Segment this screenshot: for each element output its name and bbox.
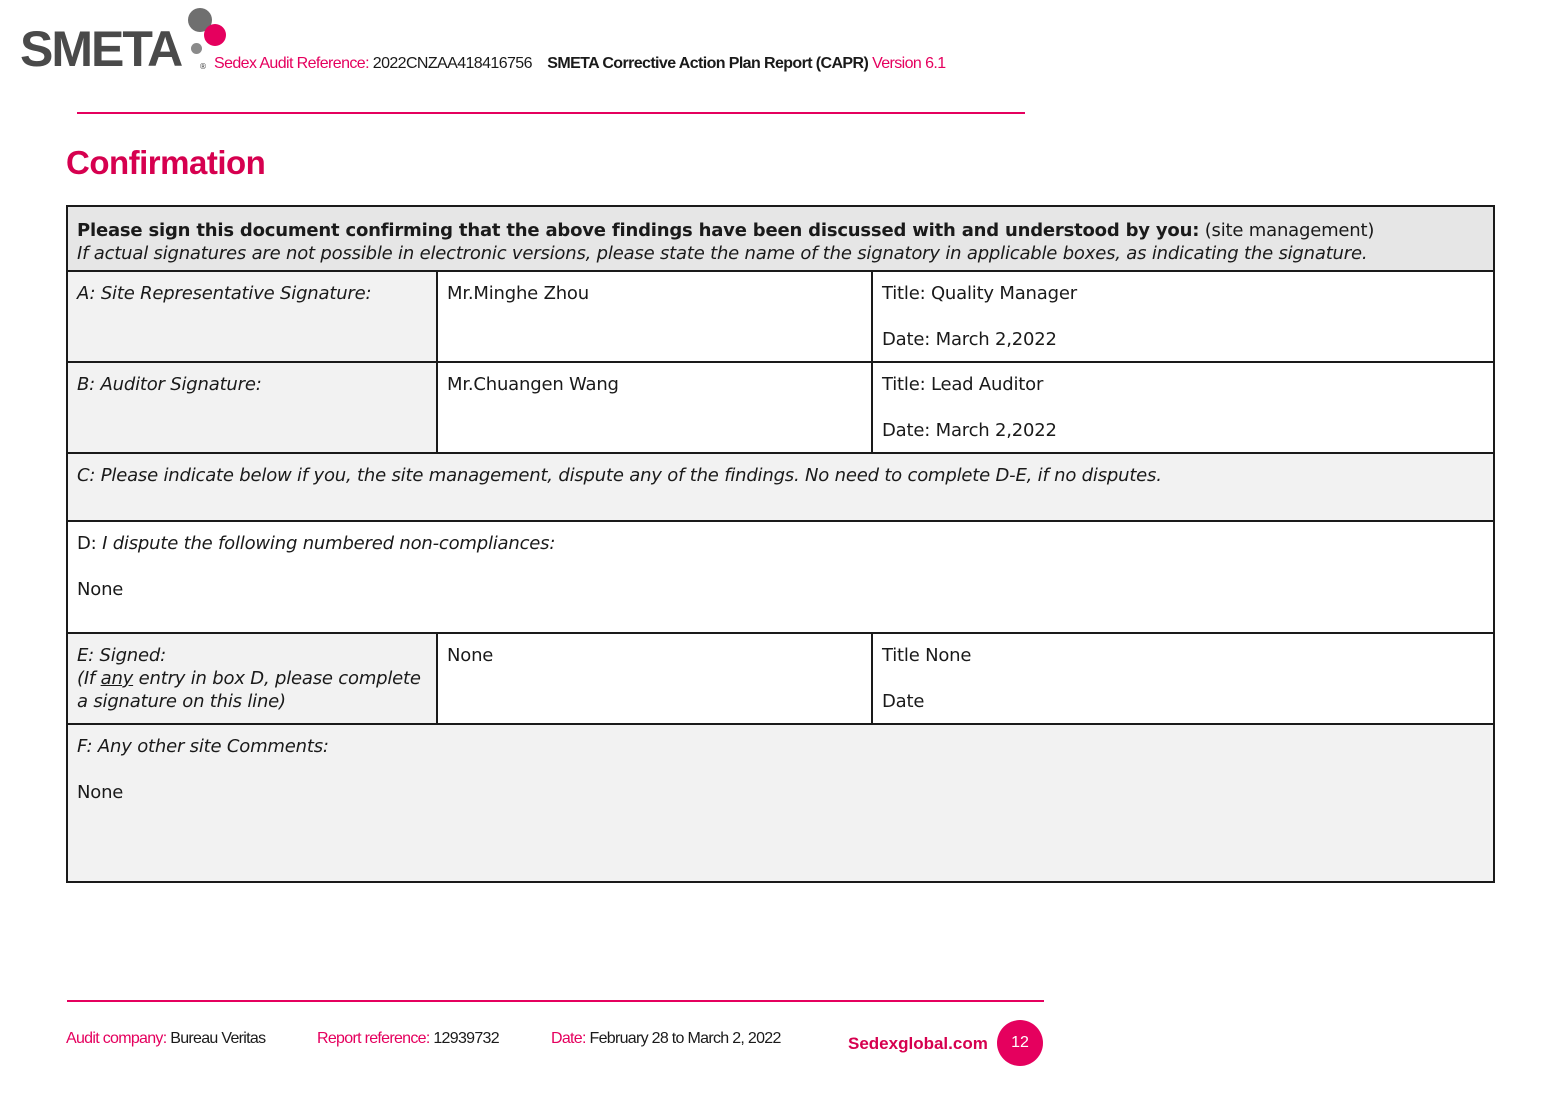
- row-d-value: None: [77, 579, 124, 600]
- report-ref-value: 12939732: [433, 1030, 499, 1047]
- audit-ref-label: Sedex Audit Reference:: [214, 55, 369, 72]
- row-e-note-open: (If: [77, 668, 96, 689]
- row-e-name: None: [437, 633, 872, 724]
- row-e-date: Date: [882, 691, 925, 712]
- logo-pink-dot-icon: [204, 24, 226, 46]
- row-e-label: E: Signed:: [77, 645, 166, 666]
- intro-italic-note: If actual signatures are not possible in electronic versions, please state the name of the signatory in applicable boxes, as indicating the signature.: [77, 243, 1368, 264]
- audit-company-value: Bureau Veritas: [170, 1030, 266, 1047]
- footer-date: [551, 1030, 781, 1048]
- row-b-name: Mr.Chuangen Wang: [437, 362, 872, 453]
- website-link[interactable]: Sedexglobal.com: [848, 1034, 988, 1053]
- footer-audit-company: [66, 1030, 265, 1048]
- report-ref-label: Report reference:: [317, 1030, 430, 1047]
- row-e-label-cell: [67, 633, 437, 724]
- smeta-logo: [20, 8, 210, 77]
- row-a-name: Mr.Minghe Zhou: [437, 271, 872, 362]
- report-version: Version 6.1: [872, 55, 946, 72]
- row-b-label: B: Auditor Signature:: [67, 362, 437, 453]
- row-e: [67, 633, 1494, 724]
- row-f-label: F: Any other site Comments:: [77, 736, 329, 757]
- audit-company-label: Audit company:: [66, 1030, 167, 1047]
- confirmation-table: [66, 205, 1495, 883]
- report-title: SMETA Corrective Action Plan Report (CAPR): [547, 55, 869, 72]
- row-a-title-date: [872, 271, 1494, 362]
- logo-registered-mark: ®: [199, 62, 207, 71]
- intro-bold-text: Please sign this document confirming that the above findings have been discussed with and understood by you:: [77, 220, 1200, 241]
- row-b-date: Date: March 2,2022: [882, 420, 1057, 441]
- footer-divider: [67, 1000, 1044, 1002]
- row-f-value: None: [77, 782, 124, 803]
- row-b-title-date: [872, 362, 1494, 453]
- row-d: [67, 521, 1494, 633]
- header-divider: [77, 112, 1025, 114]
- row-f: [67, 724, 1494, 882]
- row-a: [67, 271, 1494, 362]
- row-a-title: Title: Quality Manager: [882, 283, 1077, 304]
- intro-cell: [67, 206, 1494, 271]
- row-c-text: C: Please indicate below if you, the site management, dispute any of the findings. No need to complete D-E, if no disputes.: [67, 453, 1494, 521]
- row-d-cell: [67, 521, 1494, 633]
- row-d-label: I dispute the following numbered non-compliances:: [102, 533, 556, 554]
- date-value: February 28 to March 2, 2022: [589, 1030, 781, 1047]
- logo-text: SMETA: [20, 21, 182, 77]
- row-e-note: [77, 667, 427, 713]
- date-label: Date:: [551, 1030, 586, 1047]
- row-a-date: Date: March 2,2022: [882, 329, 1057, 350]
- page-title: Confirmation: [66, 144, 266, 181]
- row-b: [67, 362, 1494, 453]
- row-b-title: Title: Lead Auditor: [882, 374, 1044, 395]
- footer-report-reference: [317, 1030, 499, 1048]
- row-e-note-rest: entry in box D, please complete a signature on this line): [77, 668, 421, 712]
- row-e-title: Title None: [882, 645, 972, 666]
- row-c: [67, 453, 1494, 521]
- logo-small-dot-icon: [191, 43, 202, 54]
- row-d-prefix: D:: [77, 533, 97, 554]
- row-f-cell: [67, 724, 1494, 882]
- row-a-label: A: Site Representative Signature:: [67, 271, 437, 362]
- audit-ref-value: 2022CNZAA418416756: [372, 55, 532, 72]
- row-e-title-date: [872, 633, 1494, 724]
- header-line: [214, 55, 946, 73]
- intro-suffix: (site management): [1204, 220, 1375, 241]
- row-e-note-any: any: [100, 668, 134, 689]
- page-number-badge: 12: [997, 1020, 1043, 1066]
- intro-row: [67, 206, 1494, 271]
